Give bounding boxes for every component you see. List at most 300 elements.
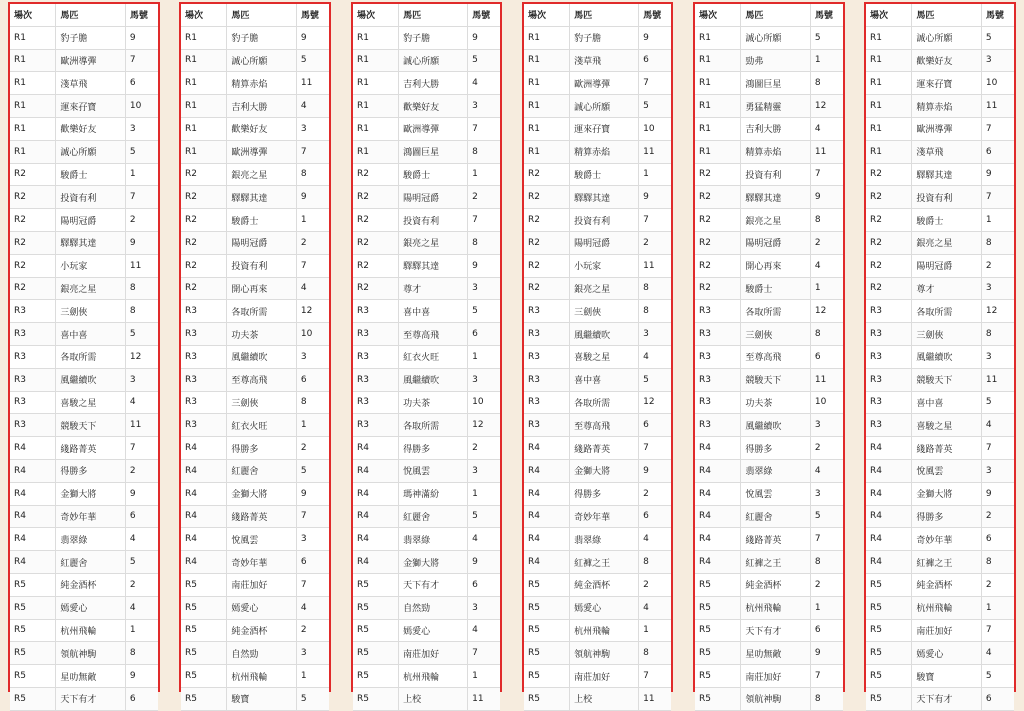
horse-name-cell: 各取所需 <box>399 414 468 437</box>
horse-name-cell: 淺草飛 <box>56 72 126 95</box>
table-row <box>695 414 843 437</box>
horse-number-cell: 7 <box>639 437 671 460</box>
horse-name-cell: 上校 <box>399 687 468 710</box>
horse-number-cell: 8 <box>468 231 500 254</box>
horse-name-cell: 銀亮之星 <box>570 277 639 300</box>
horse-number-cell: 3 <box>296 345 329 368</box>
horse-name-cell: 紅麗舍 <box>227 459 297 482</box>
horse-name-cell: 自然勁 <box>227 642 297 665</box>
horse-name-cell: 上校 <box>570 687 639 710</box>
table-row <box>10 49 158 72</box>
horse-number-cell: 12 <box>296 300 329 323</box>
race-cell: R1 <box>866 26 912 49</box>
table-panel-4 <box>522 2 673 706</box>
race-cell: R1 <box>353 140 399 163</box>
table-row <box>10 391 158 414</box>
horse-column-header: 馬匹 <box>399 4 468 26</box>
race-cell: R4 <box>866 528 912 551</box>
horse-number-cell: 2 <box>296 231 329 254</box>
table-row <box>524 391 671 414</box>
race-cell: R3 <box>353 300 399 323</box>
race-cell: R4 <box>353 459 399 482</box>
table-row <box>10 573 158 596</box>
race-cell: R2 <box>524 163 570 186</box>
race-cell: R3 <box>181 300 227 323</box>
horse-number-cell: 3 <box>296 528 329 551</box>
horse-name-cell: 紅麗舍 <box>56 551 126 574</box>
horse-number-cell: 7 <box>981 186 1014 209</box>
table-row <box>181 300 329 323</box>
table-row <box>181 345 329 368</box>
race-cell: R5 <box>866 642 912 665</box>
race-cell: R5 <box>353 642 399 665</box>
race-cell: R5 <box>181 619 227 642</box>
table-row <box>524 72 671 95</box>
table-header-row <box>10 4 158 26</box>
race-cell: R3 <box>524 345 570 368</box>
horse-number-cell: 5 <box>125 140 158 163</box>
race-cell: R1 <box>524 49 570 72</box>
table-row <box>181 368 329 391</box>
horse-number-cell: 11 <box>639 254 671 277</box>
table-row <box>181 26 329 49</box>
race-cell: R4 <box>181 482 227 505</box>
race-cell: R4 <box>10 482 56 505</box>
table-row <box>181 619 329 642</box>
table-row <box>695 300 843 323</box>
horse-number-cell: 3 <box>125 117 158 140</box>
horse-name-cell: 陽明冠爵 <box>912 254 982 277</box>
horse-name-cell: 競駿天下 <box>912 368 982 391</box>
race-cell: R4 <box>695 551 741 574</box>
horse-name-cell: 投資有利 <box>399 209 468 232</box>
table-row <box>181 391 329 414</box>
horse-number-cell: 5 <box>981 26 1014 49</box>
horse-number-cell: 1 <box>125 163 158 186</box>
table-row <box>524 95 671 118</box>
table-row <box>524 300 671 323</box>
horse-name-cell: 得勝多 <box>570 482 639 505</box>
table-row <box>181 482 329 505</box>
table-row <box>353 140 500 163</box>
table-row <box>10 596 158 619</box>
race-cell: R4 <box>353 437 399 460</box>
horse-number-cell: 3 <box>810 482 843 505</box>
table-row <box>353 482 500 505</box>
horse-number-cell: 9 <box>468 26 500 49</box>
race-cell: R2 <box>353 231 399 254</box>
table-row <box>866 72 1014 95</box>
race-cell: R5 <box>10 596 56 619</box>
race-column-header: 場次 <box>695 4 741 26</box>
race-cell: R2 <box>10 209 56 232</box>
horse-name-cell: 風繼續吹 <box>912 345 982 368</box>
table-row <box>524 528 671 551</box>
horse-number-cell: 6 <box>468 323 500 346</box>
race-cell: R1 <box>181 49 227 72</box>
race-cell: R5 <box>10 573 56 596</box>
table-row <box>695 459 843 482</box>
race-cell: R3 <box>866 345 912 368</box>
table-row <box>524 505 671 528</box>
table-row <box>353 414 500 437</box>
horse-number-cell: 9 <box>981 482 1014 505</box>
table-row <box>10 368 158 391</box>
table-row <box>353 345 500 368</box>
horse-name-cell: 南莊加好 <box>912 619 982 642</box>
table-row <box>181 505 329 528</box>
race-cell: R1 <box>181 26 227 49</box>
horse-number-cell: 8 <box>810 72 843 95</box>
race-cell: R2 <box>866 277 912 300</box>
table-row <box>524 26 671 49</box>
table-row <box>524 231 671 254</box>
table-row <box>524 437 671 460</box>
race-cell: R4 <box>524 528 570 551</box>
horse-name-cell: 風繼續吹 <box>741 414 811 437</box>
horse-name-cell: 投資有利 <box>912 186 982 209</box>
race-cell: R1 <box>695 117 741 140</box>
horse-name-cell: 天下有才 <box>56 687 126 710</box>
table-row <box>866 186 1014 209</box>
horse-name-cell: 歐洲導彈 <box>912 117 982 140</box>
horse-number-cell: 7 <box>296 573 329 596</box>
horse-number-cell: 2 <box>981 505 1014 528</box>
table-row <box>866 300 1014 323</box>
horse-name-cell: 金獅大將 <box>227 482 297 505</box>
race-cell: R1 <box>524 140 570 163</box>
horse-name-cell: 綫路菁英 <box>912 437 982 460</box>
table-row <box>866 209 1014 232</box>
race-cell: R5 <box>10 687 56 710</box>
horse-number-cell: 12 <box>981 300 1014 323</box>
horse-number-cell: 9 <box>296 482 329 505</box>
horse-number-cell: 3 <box>468 95 500 118</box>
race-cell: R4 <box>353 528 399 551</box>
table-row <box>10 414 158 437</box>
race-cell: R1 <box>181 140 227 163</box>
horse-number-cell: 5 <box>296 459 329 482</box>
race-cell: R3 <box>353 368 399 391</box>
race-cell: R1 <box>353 26 399 49</box>
horse-number-cell: 7 <box>639 665 671 688</box>
race-cell: R1 <box>181 95 227 118</box>
table-row <box>695 596 843 619</box>
table-row <box>695 391 843 414</box>
horse-name-cell: 風繼續吹 <box>227 345 297 368</box>
race-cell: R4 <box>181 528 227 551</box>
table-row <box>353 551 500 574</box>
table-row <box>524 49 671 72</box>
horse-name-cell: 歐洲導彈 <box>399 117 468 140</box>
race-table <box>353 4 500 711</box>
horse-name-cell: 三劍俠 <box>741 323 811 346</box>
table-row <box>181 163 329 186</box>
horse-name-cell: 悅風雲 <box>227 528 297 551</box>
race-cell: R4 <box>866 551 912 574</box>
race-cell: R4 <box>695 482 741 505</box>
horse-name-cell: 紅褲之王 <box>570 551 639 574</box>
horse-number-cell: 2 <box>639 573 671 596</box>
horse-number-cell: 12 <box>468 414 500 437</box>
table-row <box>524 482 671 505</box>
horse-number-cell: 1 <box>468 345 500 368</box>
table-row <box>695 140 843 163</box>
table-row <box>524 277 671 300</box>
table-row <box>695 482 843 505</box>
horse-name-cell: 精算赤焰 <box>570 140 639 163</box>
horse-number-cell: 6 <box>468 573 500 596</box>
horse-name-cell: 領航神駒 <box>570 642 639 665</box>
table-row <box>353 300 500 323</box>
horse-name-cell: 運來孖寶 <box>570 117 639 140</box>
horse-number-cell: 4 <box>296 596 329 619</box>
table-row <box>353 437 500 460</box>
table-header-row <box>353 4 500 26</box>
table-row <box>10 619 158 642</box>
table-row <box>695 323 843 346</box>
horse-name-cell: 喜中喜 <box>570 368 639 391</box>
horse-name-cell: 運來孖寶 <box>912 72 982 95</box>
race-cell: R3 <box>10 345 56 368</box>
horse-number-cell: 9 <box>468 551 500 574</box>
horse-number-cell: 1 <box>468 163 500 186</box>
table-row <box>524 323 671 346</box>
table-row <box>695 619 843 642</box>
horse-name-cell: 杭州飛輪 <box>399 665 468 688</box>
horse-name-cell: 翡翠綠 <box>741 459 811 482</box>
race-table <box>10 4 158 711</box>
horse-number-cell: 5 <box>296 687 329 710</box>
race-cell: R2 <box>866 209 912 232</box>
table-panel-2 <box>179 2 331 706</box>
horse-number-cell: 4 <box>810 459 843 482</box>
horse-number-cell: 2 <box>125 573 158 596</box>
horse-number-cell: 7 <box>468 117 500 140</box>
table-row <box>524 573 671 596</box>
horse-name-cell: 純金酒杯 <box>912 573 982 596</box>
horse-name-cell: 淺草飛 <box>912 140 982 163</box>
horse-number-cell: 3 <box>981 277 1014 300</box>
table-panel-5 <box>693 2 845 706</box>
horse-name-cell: 金獅大將 <box>399 551 468 574</box>
race-cell: R3 <box>866 368 912 391</box>
horse-name-cell: 紅衣火旺 <box>399 345 468 368</box>
horse-name-cell: 駿寶 <box>227 687 297 710</box>
horse-number-cell: 5 <box>981 665 1014 688</box>
horse-number-cell: 6 <box>639 49 671 72</box>
horse-number-cell: 3 <box>468 459 500 482</box>
horse-number-cell: 9 <box>639 186 671 209</box>
horse-number-cell: 11 <box>981 368 1014 391</box>
horse-name-cell: 嫣愛心 <box>570 596 639 619</box>
horse-number-cell: 8 <box>981 323 1014 346</box>
horse-name-cell: 陽明冠爵 <box>56 209 126 232</box>
horse-name-cell: 銀亮之星 <box>912 231 982 254</box>
horse-number-cell: 4 <box>296 95 329 118</box>
horse-name-cell: 瑪神滿紛 <box>399 482 468 505</box>
race-cell: R3 <box>10 368 56 391</box>
table-row <box>524 117 671 140</box>
race-cell: R5 <box>10 665 56 688</box>
horse-name-cell: 得勝多 <box>912 505 982 528</box>
race-cell: R2 <box>524 231 570 254</box>
horse-number-cell: 8 <box>125 277 158 300</box>
horse-number-cell: 9 <box>810 186 843 209</box>
horse-number-cell: 2 <box>468 186 500 209</box>
horse-name-cell: 喜中喜 <box>56 323 126 346</box>
table-row <box>524 186 671 209</box>
horse-number-cell: 9 <box>125 26 158 49</box>
horse-number-cell: 12 <box>810 95 843 118</box>
horse-number-cell: 9 <box>981 163 1014 186</box>
race-cell: R3 <box>866 300 912 323</box>
race-cell: R5 <box>866 596 912 619</box>
horse-name-cell: 精算赤焰 <box>741 140 811 163</box>
race-cell: R2 <box>695 163 741 186</box>
horse-name-cell: 鴻圖巨星 <box>399 140 468 163</box>
race-cell: R2 <box>181 163 227 186</box>
table-panel-6 <box>864 2 1016 706</box>
table-row <box>181 209 329 232</box>
race-cell: R2 <box>353 277 399 300</box>
horse-name-cell: 各取所需 <box>570 391 639 414</box>
race-cell: R4 <box>524 482 570 505</box>
race-cell: R1 <box>524 72 570 95</box>
table-row <box>353 209 500 232</box>
table-row <box>524 551 671 574</box>
race-cell: R3 <box>10 414 56 437</box>
horse-number-cell: 7 <box>981 117 1014 140</box>
table-header-row <box>695 4 843 26</box>
table-row <box>524 254 671 277</box>
horse-number-cell: 11 <box>810 140 843 163</box>
table-panel-3 <box>351 2 502 706</box>
horse-name-cell: 淺草飛 <box>570 49 639 72</box>
horse-number-cell: 1 <box>810 277 843 300</box>
horse-name-cell: 純金酒杯 <box>227 619 297 642</box>
horse-name-cell: 小玩家 <box>570 254 639 277</box>
horse-number-cell: 3 <box>639 323 671 346</box>
horse-name-cell: 誠心所願 <box>56 140 126 163</box>
table-row <box>866 596 1014 619</box>
race-cell: R4 <box>695 459 741 482</box>
horse-name-cell: 歐洲導彈 <box>56 49 126 72</box>
table-row <box>866 642 1014 665</box>
race-cell: R1 <box>353 49 399 72</box>
race-cell: R4 <box>524 551 570 574</box>
horse-name-cell: 各取所需 <box>741 300 811 323</box>
race-cell: R3 <box>353 414 399 437</box>
race-column-header: 場次 <box>866 4 912 26</box>
horse-name-cell: 喜駿之星 <box>912 414 982 437</box>
horse-number-cell: 12 <box>639 391 671 414</box>
horse-name-cell: 風繼續吹 <box>399 368 468 391</box>
horse-number-cell: 7 <box>810 665 843 688</box>
race-cell: R1 <box>524 26 570 49</box>
race-table <box>866 4 1014 711</box>
table-row <box>524 687 671 710</box>
horse-name-cell: 驛驛其達 <box>56 231 126 254</box>
race-cell: R1 <box>695 95 741 118</box>
horse-name-cell: 功夫茶 <box>399 391 468 414</box>
table-row <box>353 277 500 300</box>
table-row <box>181 117 329 140</box>
table-row <box>695 26 843 49</box>
horse-number-cell: 8 <box>639 642 671 665</box>
horse-number-cell: 5 <box>468 49 500 72</box>
horse-number-cell: 8 <box>125 300 158 323</box>
horse-name-cell: 綫路菁英 <box>227 505 297 528</box>
table-row <box>10 254 158 277</box>
horse-name-cell: 誠心所願 <box>570 95 639 118</box>
horse-name-cell: 紅衣火旺 <box>227 414 297 437</box>
horse-name-cell: 至尊高飛 <box>570 414 639 437</box>
table-row <box>10 665 158 688</box>
race-cell: R5 <box>524 596 570 619</box>
race-cell: R2 <box>866 163 912 186</box>
horse-number-cell: 8 <box>810 323 843 346</box>
horse-name-cell: 金獅大將 <box>570 459 639 482</box>
horse-number-cell: 11 <box>639 687 671 710</box>
horse-number-cell: 7 <box>981 437 1014 460</box>
number-column-header: 馬號 <box>981 4 1014 26</box>
race-cell: R1 <box>181 72 227 95</box>
race-cell: R4 <box>353 505 399 528</box>
table-header-row <box>866 4 1014 26</box>
horse-name-cell: 純金酒杯 <box>56 573 126 596</box>
race-cell: R1 <box>10 49 56 72</box>
race-cell: R5 <box>695 642 741 665</box>
table-row <box>353 254 500 277</box>
race-cell: R3 <box>181 391 227 414</box>
horse-number-cell: 8 <box>810 551 843 574</box>
horse-name-cell: 豹子膽 <box>227 26 297 49</box>
horse-number-cell: 9 <box>810 642 843 665</box>
table-row <box>866 437 1014 460</box>
horse-number-cell: 1 <box>296 665 329 688</box>
horse-number-cell: 1 <box>639 619 671 642</box>
race-cell: R4 <box>524 505 570 528</box>
horse-name-cell: 翡翠綠 <box>570 528 639 551</box>
horse-name-cell: 豹子膽 <box>399 26 468 49</box>
horse-name-cell: 銀亮之星 <box>56 277 126 300</box>
horse-name-cell: 南莊加好 <box>227 573 297 596</box>
table-row <box>695 95 843 118</box>
table-row <box>866 345 1014 368</box>
horse-name-cell: 天下有才 <box>399 573 468 596</box>
horse-number-cell: 8 <box>639 300 671 323</box>
horse-name-cell: 投資有利 <box>741 163 811 186</box>
horse-number-cell: 5 <box>981 391 1014 414</box>
race-cell: R3 <box>181 323 227 346</box>
race-cell: R2 <box>353 254 399 277</box>
race-cell: R2 <box>353 163 399 186</box>
race-cell: R1 <box>695 72 741 95</box>
race-cell: R1 <box>353 72 399 95</box>
horse-number-cell: 11 <box>125 254 158 277</box>
race-cell: R3 <box>866 323 912 346</box>
race-cell: R1 <box>866 95 912 118</box>
race-table <box>524 4 671 711</box>
horse-name-cell: 綫路菁英 <box>741 528 811 551</box>
horse-number-cell: 8 <box>981 551 1014 574</box>
race-cell: R3 <box>10 300 56 323</box>
race-cell: R4 <box>866 459 912 482</box>
race-cell: R1 <box>524 95 570 118</box>
table-row <box>181 573 329 596</box>
horse-number-cell: 4 <box>468 528 500 551</box>
